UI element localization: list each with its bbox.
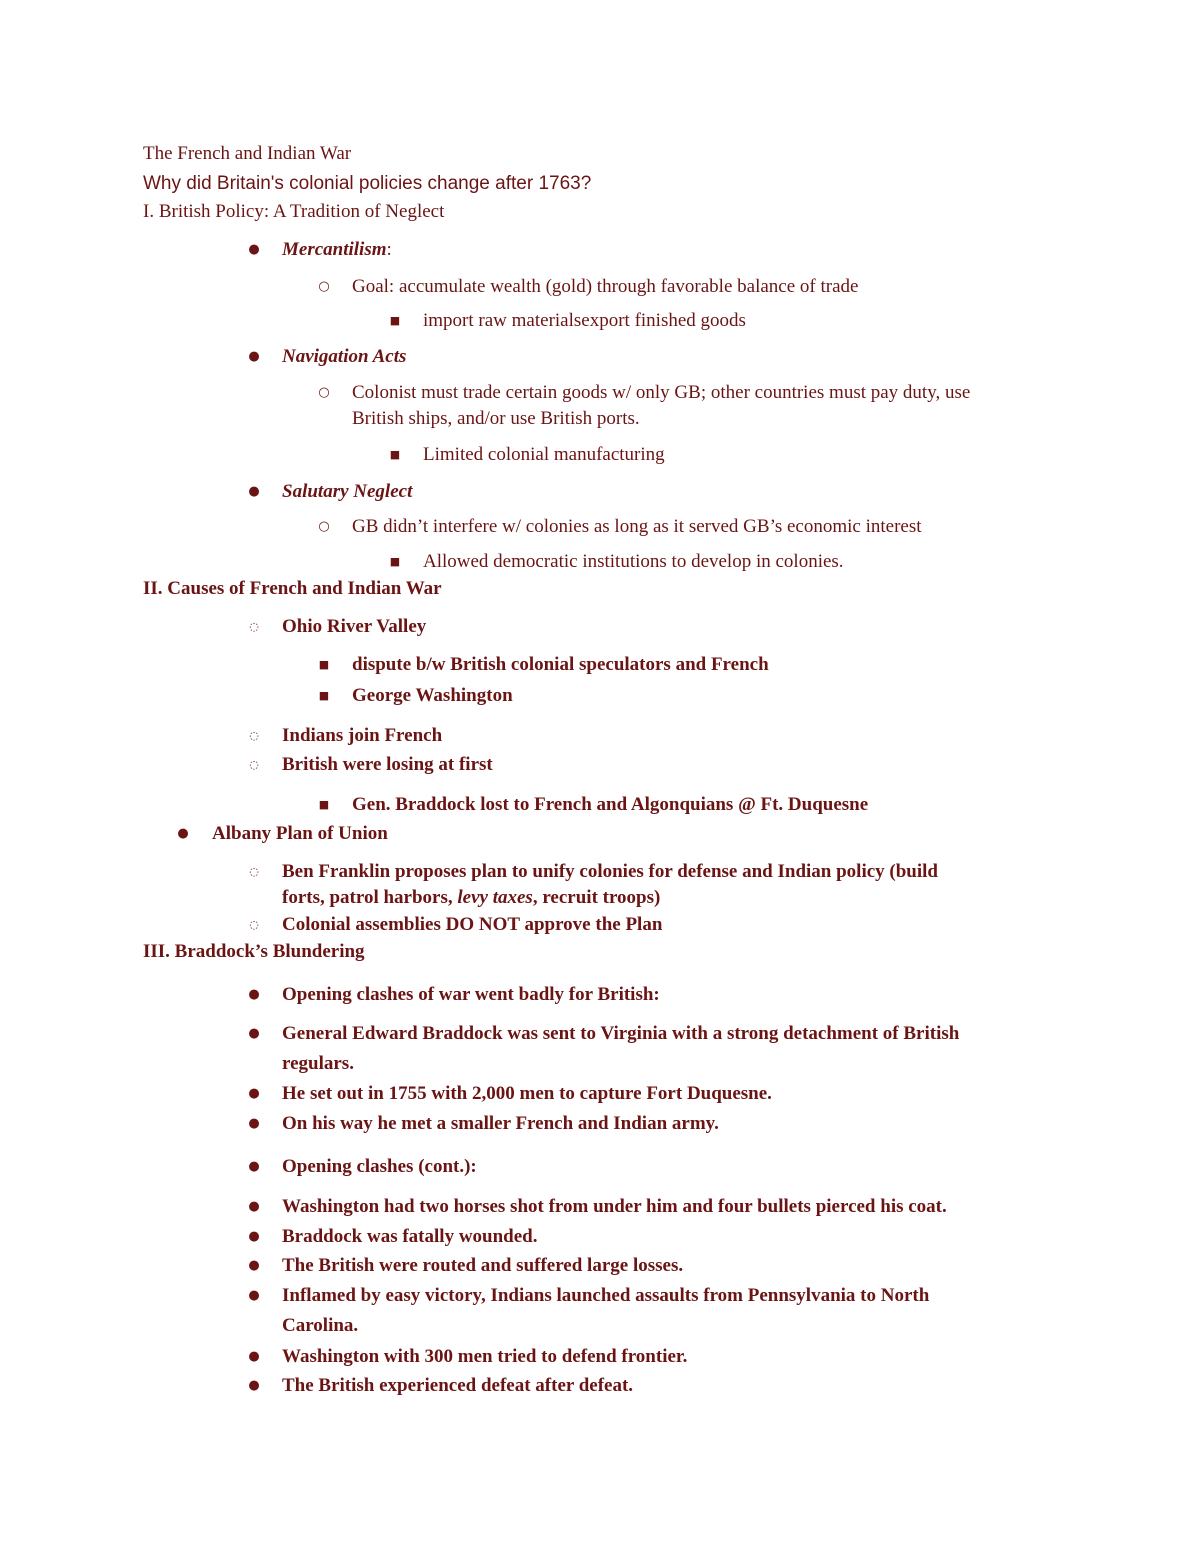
navigation-acts-detail: Limited colonial manufacturing <box>423 444 665 465</box>
bullet-icon: ● <box>248 1116 260 1131</box>
navigation-acts-term: Navigation Acts <box>282 346 407 367</box>
dotted-circle-bullet-icon: ◌ <box>249 620 259 633</box>
indians-join-french: Indians join French <box>282 725 443 746</box>
bullet-icon: ● <box>248 349 260 364</box>
square-bullet-icon: ■ <box>318 658 330 671</box>
bullet-icon: ● <box>248 242 260 257</box>
braddock-point-8: The British were routed and suffered large losses. <box>282 1255 684 1276</box>
braddock-lost-item: Gen. Braddock lost to French and Algonquians @ Ft. Duquesne <box>352 794 869 815</box>
franklin-proposal-line-1: Ben Franklin proposes plan to unify colonies for defense and Indian policy (build <box>282 861 939 882</box>
salutary-neglect-detail: Allowed democratic institutions to develop in colonies. <box>423 551 844 572</box>
bullet-icon: ● <box>248 1229 260 1244</box>
bullet-icon: ● <box>248 1086 260 1101</box>
franklin-text-a: forts, patrol harbors, <box>282 887 458 908</box>
document-title: The French and Indian War <box>143 143 352 164</box>
bullet-icon: ● <box>248 484 260 499</box>
mercantilism-detail: import raw materialsexport finished goods <box>423 310 746 331</box>
bullet-icon: ● <box>248 1026 260 1041</box>
franklin-text-b: , recruit troops) <box>532 887 661 908</box>
bullet-icon: ● <box>177 826 189 841</box>
section-2-heading: II. Causes of French and Indian War <box>143 578 442 599</box>
bullet-icon: ● <box>248 1258 260 1273</box>
dispute-item: dispute b/w British colonial speculators and French <box>352 654 769 675</box>
dotted-circle-bullet-icon: ◌ <box>249 729 259 742</box>
mercantilism-goal: Goal: accumulate wealth (gold) through favorable balance of trade <box>352 276 859 297</box>
mercantilism-term: Mercantilism <box>282 239 387 260</box>
braddock-point-9-line-1: Inflamed by easy victory, Indians launched assaults from Pennsylvania to North <box>282 1285 930 1306</box>
section-1-heading: I. British Policy: A Tradition of Neglect <box>143 201 445 222</box>
braddock-point-6: Washington had two horses shot from under him and four bullets pierced his coat. <box>282 1196 947 1217</box>
george-washington-item: George Washington <box>352 685 513 706</box>
braddock-point-9-line-2: Carolina. <box>282 1315 359 1336</box>
ohio-river-valley: Ohio River Valley <box>282 616 427 637</box>
navigation-acts-line-1: Colonist must trade certain goods w/ only GB; other countries must pay duty, use <box>352 382 971 403</box>
albany-plan-item: Albany Plan of Union <box>212 823 388 844</box>
section-3-heading: III. Braddock’s Blundering <box>143 941 365 962</box>
mercantilism-colon: : <box>386 239 392 260</box>
bullet-icon: ● <box>248 1378 260 1393</box>
mercantilism-item <box>282 238 392 262</box>
bullet-icon: ● <box>248 1288 260 1303</box>
dotted-circle-bullet-icon: ◌ <box>249 758 259 771</box>
square-bullet-icon: ■ <box>318 798 330 811</box>
levy-taxes-text: levy taxes <box>457 887 533 908</box>
braddock-point-2-line-1: General Edward Braddock was sent to Virginia with a strong detachment of British <box>282 1023 960 1044</box>
braddock-point-2-line-2: regulars. <box>282 1053 354 1074</box>
navigation-acts-line-2: British ships, and/or use British ports. <box>352 408 640 429</box>
bullet-icon: ● <box>248 1159 260 1174</box>
circle-bullet-icon: ○ <box>318 519 330 534</box>
braddock-point-10: Washington with 300 men tried to defend frontier. <box>282 1346 688 1367</box>
dotted-circle-bullet-icon: ◌ <box>249 918 259 931</box>
square-bullet-icon: ■ <box>389 314 401 327</box>
bullet-icon: ● <box>248 1349 260 1364</box>
salutary-neglect-point: GB didn’t interfere w/ colonies as long as it served GB’s economic interest <box>352 516 922 537</box>
square-bullet-icon: ■ <box>389 555 401 568</box>
braddock-point-5: Opening clashes (cont.): <box>282 1156 477 1177</box>
franklin-proposal-line-2 <box>282 886 660 910</box>
bullet-icon: ● <box>248 987 260 1002</box>
assemblies-reject-item: Colonial assemblies DO NOT approve the Plan <box>282 914 663 935</box>
square-bullet-icon: ■ <box>318 689 330 702</box>
dotted-circle-bullet-icon: ◌ <box>249 865 259 878</box>
braddock-point-11: The British experienced defeat after defeat. <box>282 1375 634 1396</box>
braddock-point-1: Opening clashes of war went badly for British: <box>282 984 660 1005</box>
square-bullet-icon: ■ <box>389 448 401 461</box>
salutary-neglect-term: Salutary Neglect <box>282 481 413 502</box>
british-losing: British were losing at first <box>282 754 493 775</box>
guiding-question: Why did Britain's colonial policies change after 1763? <box>143 173 592 194</box>
circle-bullet-icon: ○ <box>318 385 330 400</box>
braddock-point-4: On his way he met a smaller French and Indian army. <box>282 1113 719 1134</box>
circle-bullet-icon: ○ <box>318 279 330 294</box>
braddock-point-7: Braddock was fatally wounded. <box>282 1226 538 1247</box>
braddock-point-3: He set out in 1755 with 2,000 men to capture Fort Duquesne. <box>282 1083 772 1104</box>
bullet-icon: ● <box>248 1199 260 1214</box>
